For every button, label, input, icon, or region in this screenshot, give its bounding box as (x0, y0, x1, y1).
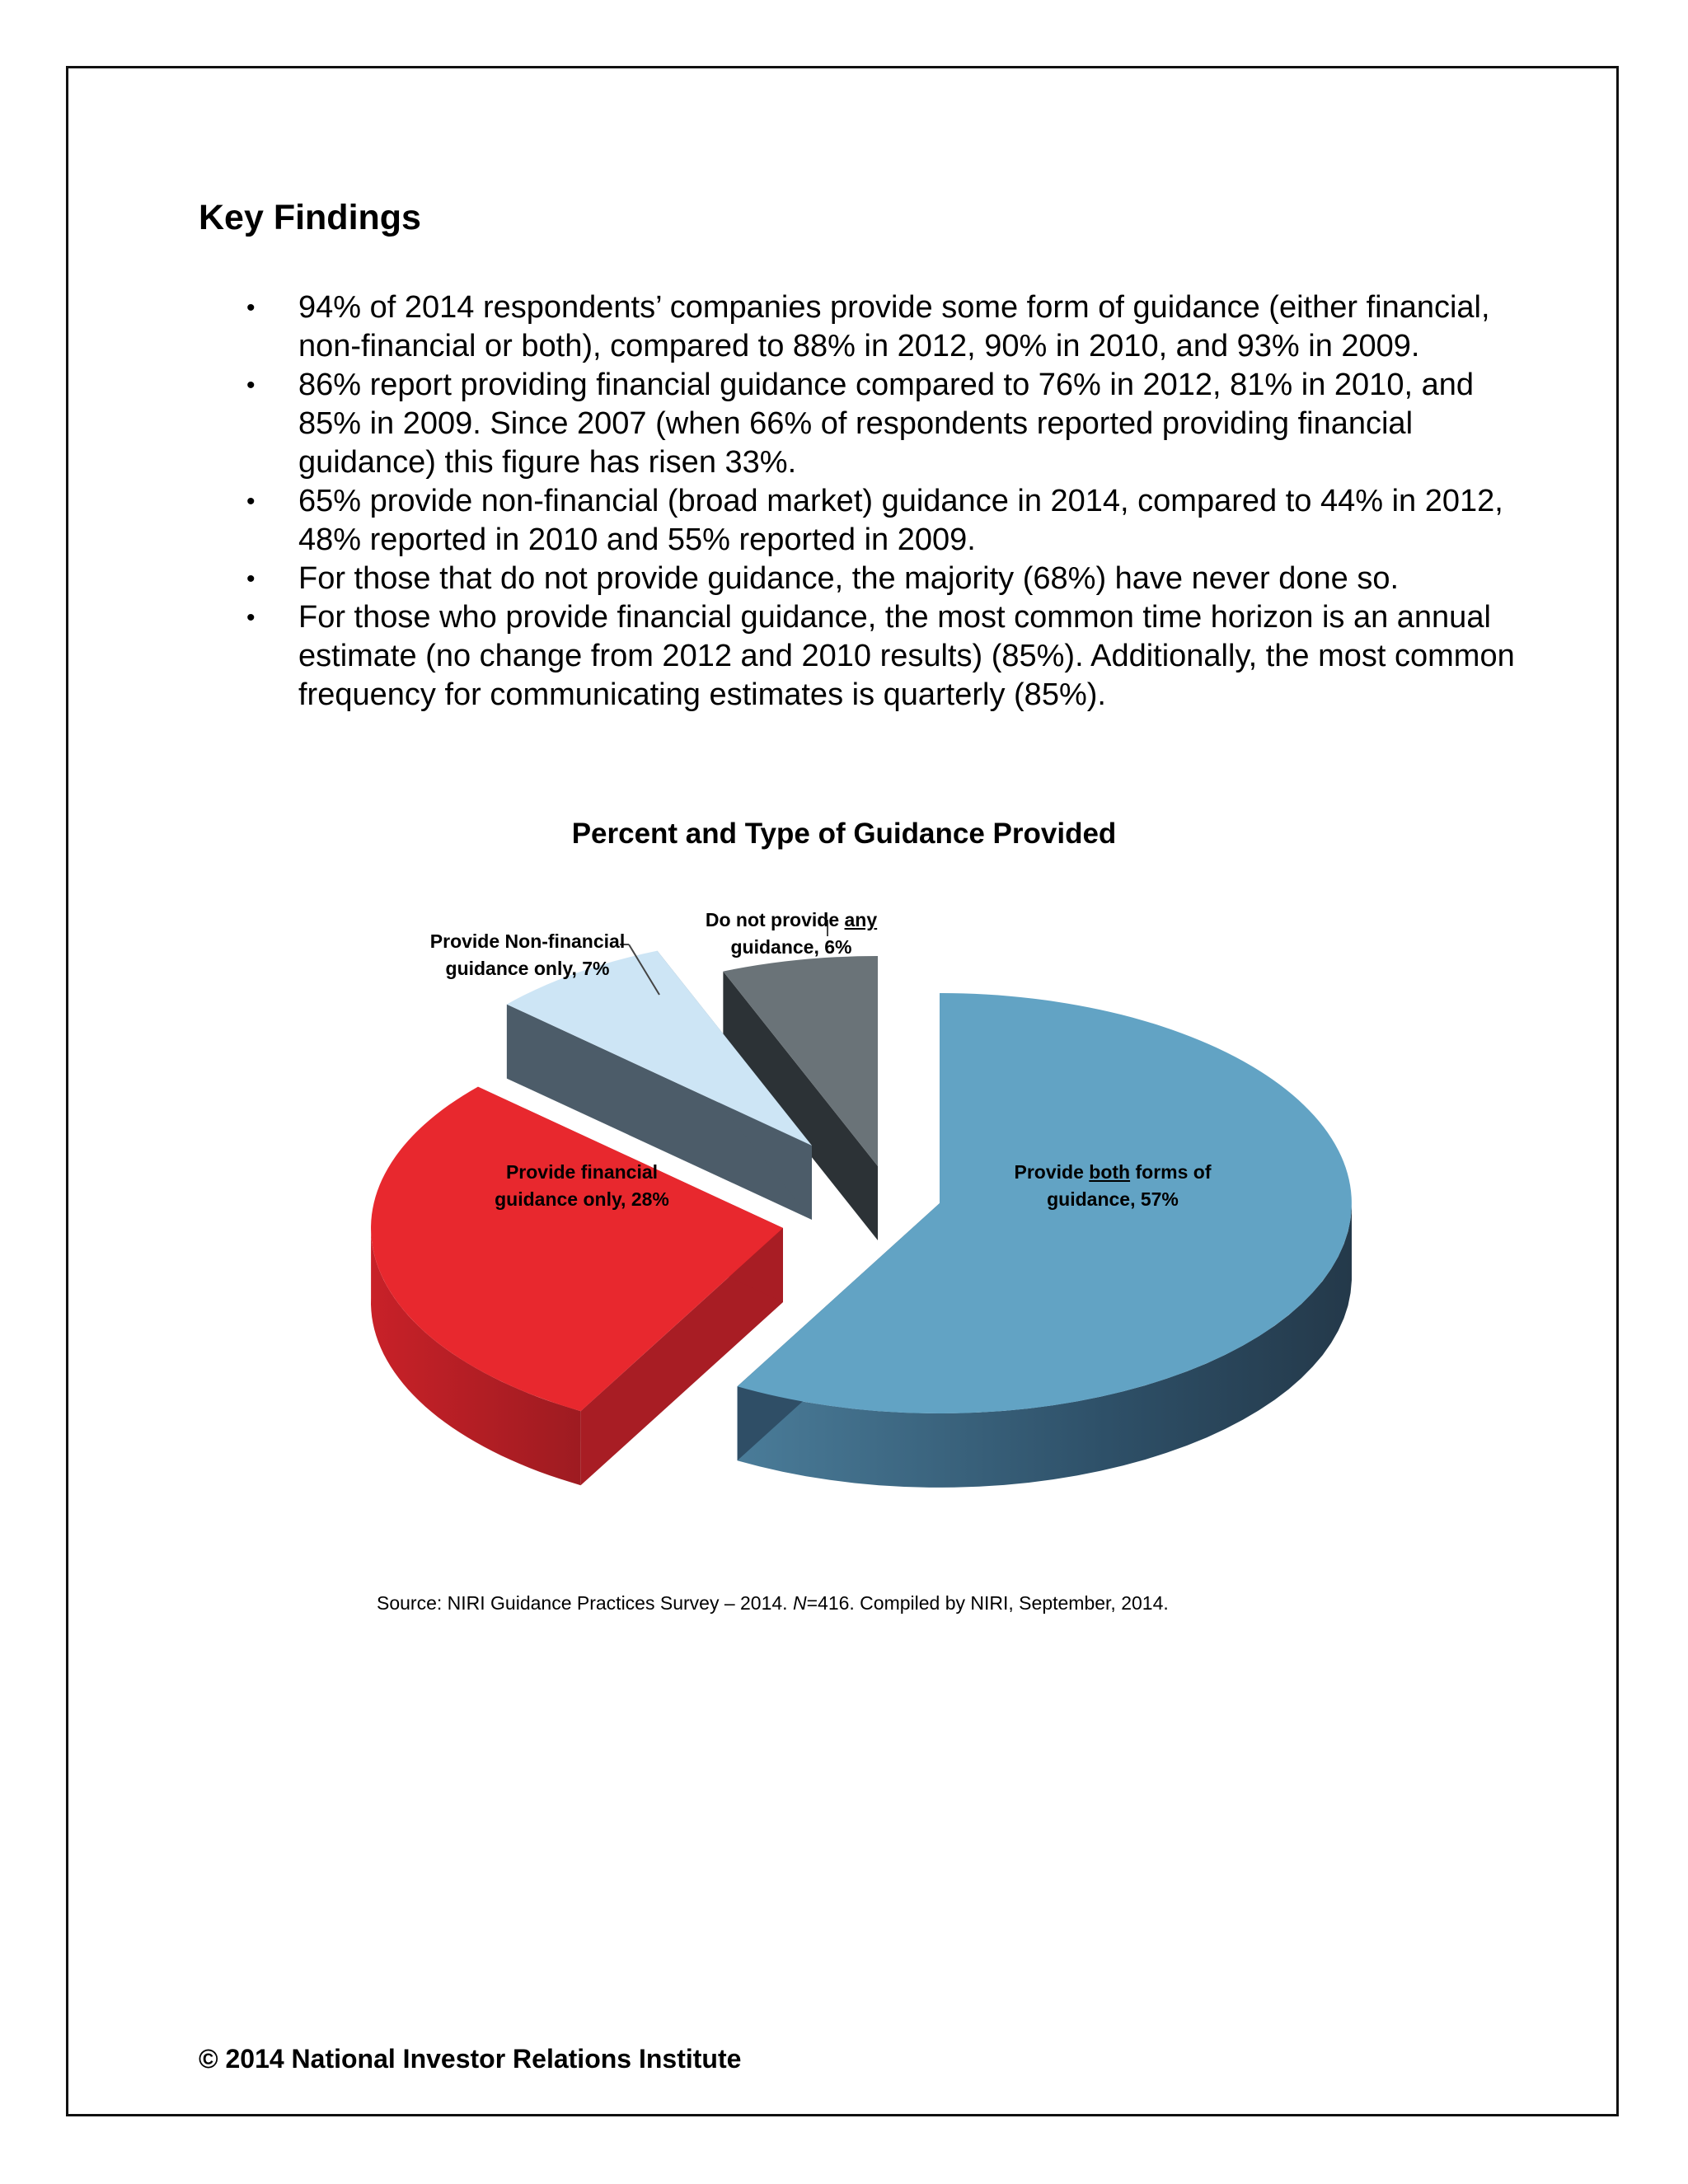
bullet-icon: • (246, 604, 256, 631)
bullet-icon: • (246, 294, 256, 321)
bullet-text: For those who provide financial guidance, the most common time horizon is an annual estimate (no change from 2012 and 2010 results) (85%). Additionally, the most common frequency for communicating estimates is quarterly (85%). (298, 600, 1515, 712)
slice-label-none: Do not provide any guidance, 6% (705, 909, 878, 958)
slice-label-financial: Provide financial guidance only, 28% (495, 1161, 669, 1210)
chart-title: Percent and Type of Guidance Provided (571, 818, 1117, 850)
bullet-text: 65% provide non-financial (broad market) guidance in 2014, compared to 44% in 2012, 48% reported in 2010 and 55% reported in 2009. (298, 484, 1503, 557)
chart-source: Source: NIRI Guidance Practices Survey – 2014. N=416. Compiled by NIRI, September, 2014. (377, 1592, 1169, 1614)
copyright-footer: © 2014 National Investor Relations Institute (199, 2044, 742, 2074)
bullet-icon: • (246, 565, 256, 593)
slice-label-both: Provide both forms of guidance, 57% (1014, 1161, 1212, 1210)
bullet-icon: • (246, 372, 256, 399)
bullet-text: 86% report providing financial guidance compared to 76% in 2012, 81% in 2010, and 85% in 2009. Since 2007 (when 66% of respondents reported providing financial guidance) this figure has risen 33%. (298, 368, 1474, 480)
slice-label-nonfinancial: Provide Non-financial guidance only, 7% (429, 930, 626, 979)
bullet-text: 94% of 2014 respondents’ companies provide some form of guidance (either financial, non-financial or both), compared to 88% in 2012, 90% in 2010, and 93% in 2009. (298, 290, 1490, 363)
bullet-icon: • (246, 488, 256, 515)
page-heading: Key Findings (199, 198, 421, 237)
bullet-text: For those that do not provide guidance, the majority (68%) have never done so. (298, 561, 1400, 596)
